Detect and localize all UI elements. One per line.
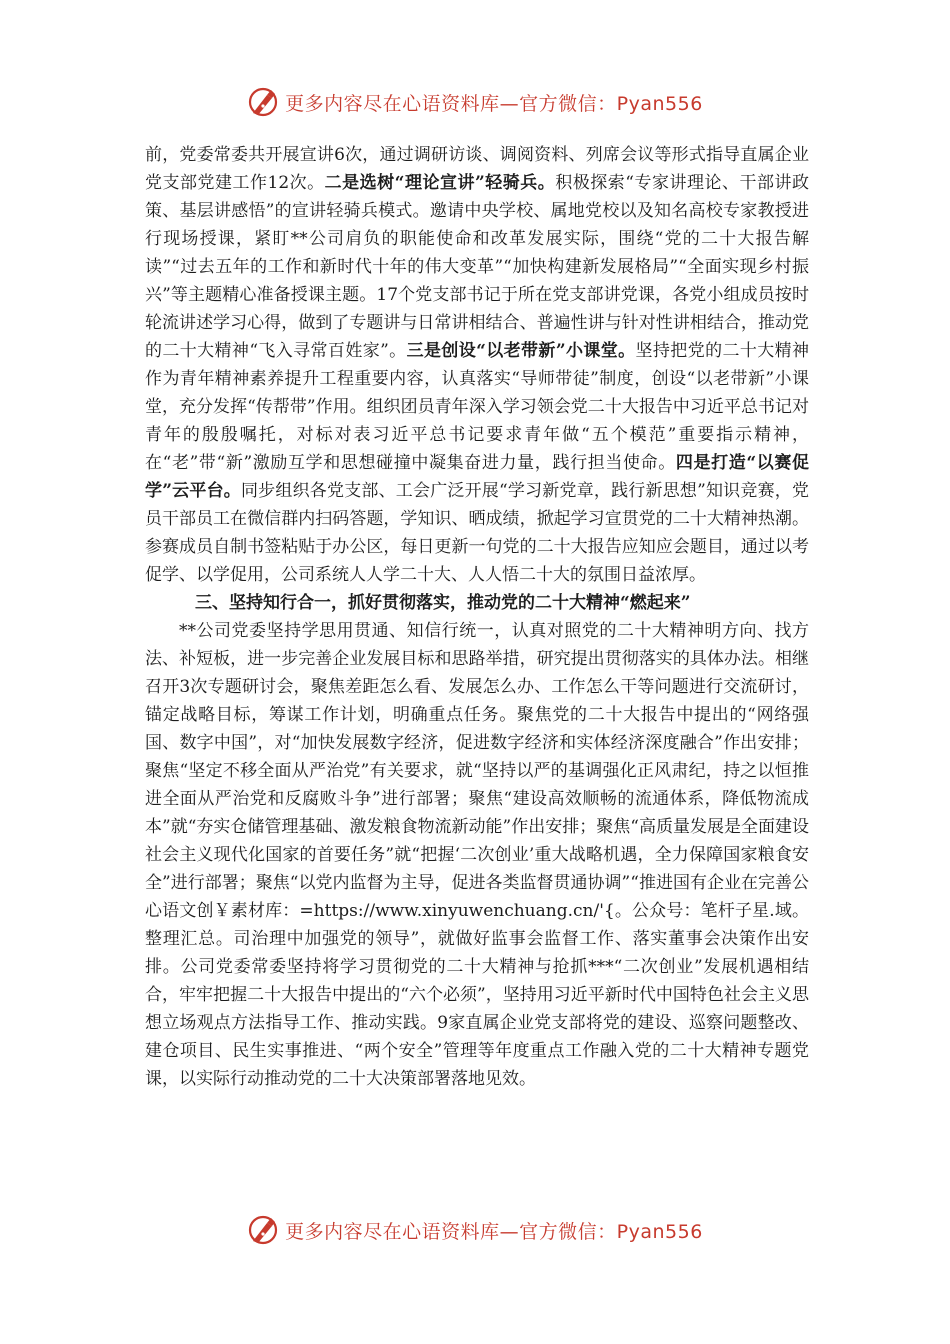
footer-banner [0,1208,950,1252]
header-banner [0,80,950,124]
banner-text: 更多内容尽在心语资料库—官方微信：Pyan556 [285,92,703,115]
bold-lead-2: 二是选树“理论宣讲”轻骑兵。 [324,173,556,193]
paragraph-text: 坚持把党的二十大精神作为青年精神素养提升工程重要内容，认真落实“导师带徒”制度，创设“以老带新”小课堂，充分发挥“传帮带”作用。组织团员青年深入学习领会党二十大报告中习近平总书记对青年的殷殷嘱托，对标对表习近平总书记要求青年做“五个模范”重要指示精神，在“老”带“新”激励互学和思想碰撞中凝集奋进力量，践行担当使命。 [145,341,810,473]
document-body [145,141,809,1093]
paragraph-text: 积极探索“专家讲理论、干部讲政策、基层讲感悟”的宣讲轻骑兵模式。邀请中央学校、属地党校以及知名高校专家教授进行现场授课，紧盯**公司肩负的职能使命和改革发展实际，围绕“党的二十大报告解读”“过去五年的工作和新时代十年的伟大变革”“加快构建新发展格局”“全面实现乡村振兴”等主题精心准备授课主题。17个党支部书记于所在党支部讲党课，各党小组成员按时轮流讲述学习心得，做到了专题讲与日常讲相结合、普遍性讲与针对性讲相结合，推动党的二十大精神“飞入寻常百姓家”。 [145,173,809,361]
bold-lead-3: 三是创设“以老带新”小课堂。 [406,341,636,361]
paragraph-section-3: **公司党委坚持学思用贯通、知信行统一，认真对照党的二十大精神明方向、找方法、补短板，进一步完善企业发展目标和思路举措，研究提出贯彻落实的具体办法。相继召开3次专题研讨会，聚焦差距怎么看、发展怎么办、工作怎么干等问题进行交流研讨，锚定战略目标，筹谋工作计划，明确重点任务。聚焦党的二十大报告中提出的“网络强国、数字中国”，对“加快发展数字经济，促进数字经济和实体经济深度融合”作出安排；聚焦“坚定不移全面从严治党”有关要求，就“坚持以严的基调强化正风肃纪，持之以恒推进全面从严治党和反腐败斗争”进行部署；聚焦“建设高效顺畅的流通体系，降低物流成本”就“夯实仓储管理基础、激发粮食物流新动能”作出安排；聚焦“高质量发展是全面建设社会主义现代化国家的首要任务”就“把握‘二次创业’重大战略机遇，全力保障国家粮食安全”进行部署；聚焦“以党内监督为主导，促进各类监督贯通协调”“推进国有企业在完善公心语文创￥素材库：=https://www.xinyuwenchuang.cn/'{。公众号：笔杆子星.域。整理汇总。司治理中加强党的领导”，就做好监事会监督工作、落实董事会决策作出安排。公司党委常委坚持将学习贯彻党的二十大精神与抢抓***“二次创业”发展机遇相结合，牢牢把握二十大报告中提出的“六个必须”，坚持用习近平新时代中国特色社会主义思想立场观点方法指导工作、推动实践。9家直属企业党支部将党的建设、巡察问题整改、建仓项目、民生实事推进、“两个安全”管理等年度重点工作融入党的二十大精神专题党课，以实际行动推动党的二十大决策部署落地见效。 [145,621,809,1089]
paragraph-text: 同步组织各党支部、工会广泛开展“学习新党章，践行新思想”知识竞赛，党员干部员工在微信群内扫码答题，学知识、晒成绩，掀起学习宣贯党的二十大精神热潮。参赛成员自制书签粘贴于办公区，每日更新一句党的二十大报告应知应会题目，通过以考促学、以学促用，公司系统人人学二十大、人人悟二十大的氛围日益浓厚。 [145,481,809,585]
pen-nib-logo-icon [247,1214,279,1246]
banner-text: 更多内容尽在心语资料库—官方微信：Pyan556 [285,1220,703,1243]
bold-lead-4: 四是打造“以赛促学”云平台。 [145,453,809,501]
paragraph-continuation [145,141,809,589]
section-heading-3: 三、坚持知行合一，抓好贯彻落实，推动党的二十大精神“燃起来” [195,593,691,613]
pen-nib-logo-icon [247,86,279,118]
paragraph-text: 前，党委常委共开展宣讲6次，通过调研访谈、调阅资料、列席会议等形式指导直属企业党支部党建工作12次。 [145,145,809,193]
